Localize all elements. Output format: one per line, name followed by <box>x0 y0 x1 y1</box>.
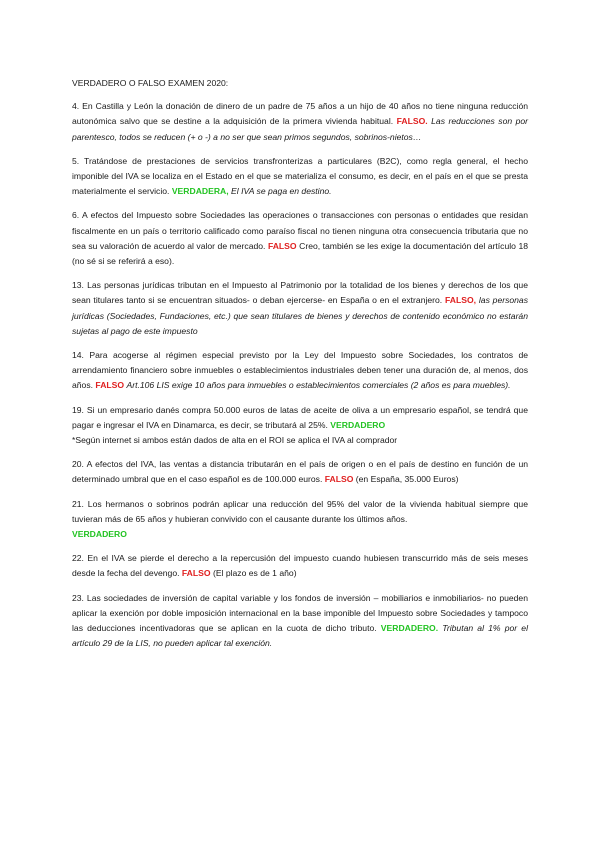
question-19 <box>72 403 528 449</box>
question-note: (El plazo es de 1 año) <box>212 568 297 579</box>
question-statement: 6. A efectos del Impuesto sobre Sociedades las operaciones o transacciones con personas o entidades que residan fiscalmente en un país o territorio calificado como paraíso fiscal no tienen ninguna otra consecuencia tributaria que no sea su valoración de acuerdo al valor de mercado. <box>72 210 528 251</box>
question-20 <box>72 457 528 487</box>
verdict-false: FALSO. <box>396 116 428 127</box>
question-statement: 21. Los hermanos o sobrinos podrán aplicar una reducción del 95% del valor de la vivienda habitual siempre que tuvieran más de 65 años y hubieran convivido con el causante durante los últimos años. <box>72 498 528 524</box>
question-statement: 4. En Castilla y León la donación de dinero de un padre de 75 años a un hijo de 40 años no tiene ninguna reducción autonómica salvo que se destine a la adquisición de la primera vivienda habitual. <box>72 101 528 127</box>
verdict-false: FALSO <box>324 474 354 485</box>
question-note: Art.106 LIS exige 10 años para inmuebles o establecimientos comerciales (2 años es para muebles). <box>126 380 511 391</box>
verdict-false: FALSO, <box>445 295 477 306</box>
question-note: El IVA se paga en destino. <box>231 186 332 197</box>
question-21 <box>72 497 528 543</box>
verdict-false: FALSO <box>267 240 297 251</box>
question-5 <box>72 154 528 200</box>
question-23 <box>72 591 528 652</box>
question-6 <box>72 208 528 269</box>
question-13 <box>72 278 528 339</box>
document-page <box>72 76 528 661</box>
verdict-false: FALSO <box>181 568 211 579</box>
question-note: (en España, 35.000 Euros) <box>355 474 459 485</box>
question-statement: 20. A efectos del IVA, las ventas a distancia tributarán en el país de origen o en el país de destino en función de un determinado umbral que en el caso español es de 100.000 euros. <box>72 459 528 485</box>
verdict-false: FALSO <box>95 380 125 391</box>
question-note: Creo, también se les exige la documentación del artículo 18 (no sé si se referirá a eso). <box>72 240 529 267</box>
page-title: VERDADERO O FALSO EXAMEN 2020: <box>72 78 229 88</box>
question-note: Las reducciones son por parentesco, todos se reducen (+ o -) a no ser que sean primos segundos, sobrinos-nietos… <box>72 116 529 142</box>
question-note: *Según internet si ambos están dados de alta en el ROI se aplica el IVA al comprador <box>72 435 398 446</box>
question-statement: 13. Las personas jurídicas tributan en el Impuesto al Patrimonio por la totalidad de los bienes y derechos de los que sean titulares tanto si se encuentran situados- o deban ejercerse- en España o en el extranjero. <box>72 280 528 306</box>
question-22 <box>72 551 528 581</box>
question-statement: 14. Para acogerse al régimen especial previsto por la Ley del Impuesto sobre Sociedades, los contratos de arrendamiento financiero sobre inmuebles o establecimientos industriales deben tener una duración de, al menos, dos años. <box>72 350 528 391</box>
question-note: las personas jurídicas (Sociedades, Fundaciones, etc.) que sean titulares de bienes y derechos de contenido económico no estarán sujetas al pago de este impuesto <box>72 295 529 336</box>
question-4 <box>72 99 528 145</box>
question-statement: 22. En el IVA se pierde el derecho a la repercusión del impuesto cuando hubiesen transcurrido más de seis meses desde la fecha del devengo. <box>72 553 528 579</box>
verdict-true: VERDADERO <box>72 529 127 540</box>
question-statement: 19. Si un empresario danés compra 50.000 euros de latas de aceite de oliva a un empresario español, se tendrá que pagar e ingresar el IVA en Dinamarca, es decir, se tributará al 25%. <box>72 404 528 430</box>
question-statement: 5. Tratándose de prestaciones de servicios transfronterizas a particulares (B2C), como regla general, el hecho imponible del IVA se localiza en el Estado en el que se materializa el consumo, es decir, en el país en el que se presta materialmente el servicio. <box>72 155 528 197</box>
verdict-true: VERDADERO <box>330 419 386 430</box>
verdict-true: VERDADERA, <box>171 186 229 197</box>
question-14 <box>72 348 528 394</box>
verdict-true: VERDADERO. <box>380 623 439 634</box>
question-statement: 23. Las sociedades de inversión de capital variable y los fondos de inversión – mobiliarios e inmobiliarios- no pueden aplicar la exención por doble imposición internacional en la base imponible del Impuesto sobre Sociedades y tampoco las deducciones incentivadoras que se aplican en la cuota de dicho tributo. <box>72 592 528 634</box>
question-note: Tributan al 1% por el artículo 29 de la LIS, no pueden aplicar tal exención. <box>72 623 528 649</box>
